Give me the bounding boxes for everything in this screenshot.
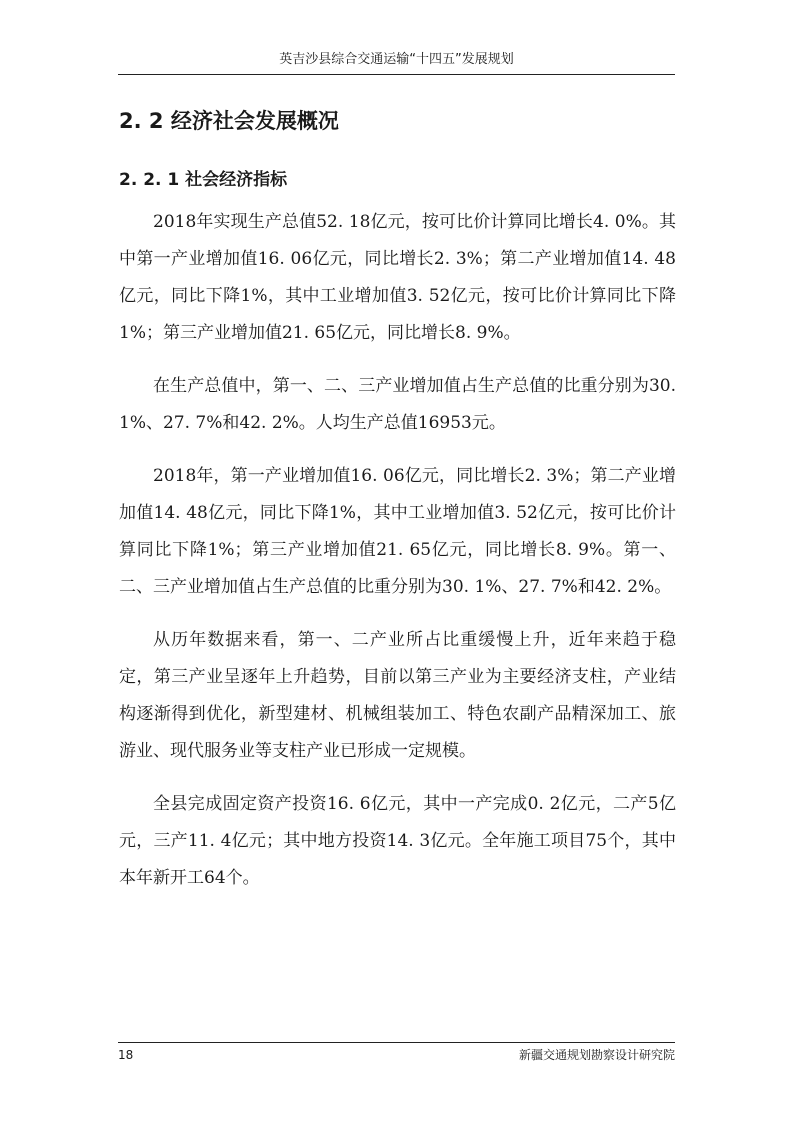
subsection-heading: 2. 2. 1 社会经济指标 bbox=[119, 170, 288, 190]
document-title: 英吉沙县综合交通运输“十四五”发展规划 bbox=[279, 52, 514, 67]
institute-name: 新疆交通规划勘察设计研究院 bbox=[518, 1048, 675, 1062]
paragraph-gdp-2018: 2018年实现生产总值52. 18亿元，按可比价计算同比增长4. 0%。其中第一产业增加值16. 06亿元，同比增长2. 3%；第二产业增加值14. 48亿元，同比下降1%，其中工业增加值3. 52亿元，按可比价计算同比下降1%；第三产业增加值21. 65亿元，同比增长8. 9%。 bbox=[119, 212, 676, 343]
paragraph-industry-2018: 2018年，第一产业增加值16. 06亿元，同比增长2. 3%；第二产业增加值14. 48亿元，同比下降1%，其中工业增加值3. 52亿元，按可比价计算同比下降1%；第三产业增加值21. 65亿元，同比增长8. 9%。第一、二、三产业增加值占生产总值的比重分别为30. 1%、27. 7%和42. 2%。 bbox=[119, 466, 676, 597]
section-heading: 2. 2 经济社会发展概况 bbox=[119, 109, 339, 133]
page-header bbox=[118, 50, 675, 75]
page-footer bbox=[118, 1042, 675, 1065]
body-text bbox=[119, 204, 676, 913]
paragraph-trend: 从历年数据来看，第一、二产业所占比重缓慢上升，近年来趋于稳定，第三产业呈逐年上升趋势，目前以第三产业为主要经济支柱，产业结构逐渐得到优化，新型建材、机械组装加工、特色农副产品精深加工、旅游业、现代服务业等支柱产业已形成一定规模。 bbox=[119, 630, 676, 761]
paragraph-investment: 全县完成固定资产投资16. 6亿元，其中一产完成0. 2亿元，二产5亿元，三产11. 4亿元；其中地方投资14. 3亿元。全年施工项目75个，其中本年新开工64个。 bbox=[119, 794, 676, 888]
paragraph-industry-share: 在生产总值中，第一、二、三产业增加值占生产总值的比重分别为30. 1%、27. 7%和42. 2%。人均生产总值16953元。 bbox=[119, 376, 676, 433]
page-number: 18 bbox=[118, 1048, 134, 1062]
